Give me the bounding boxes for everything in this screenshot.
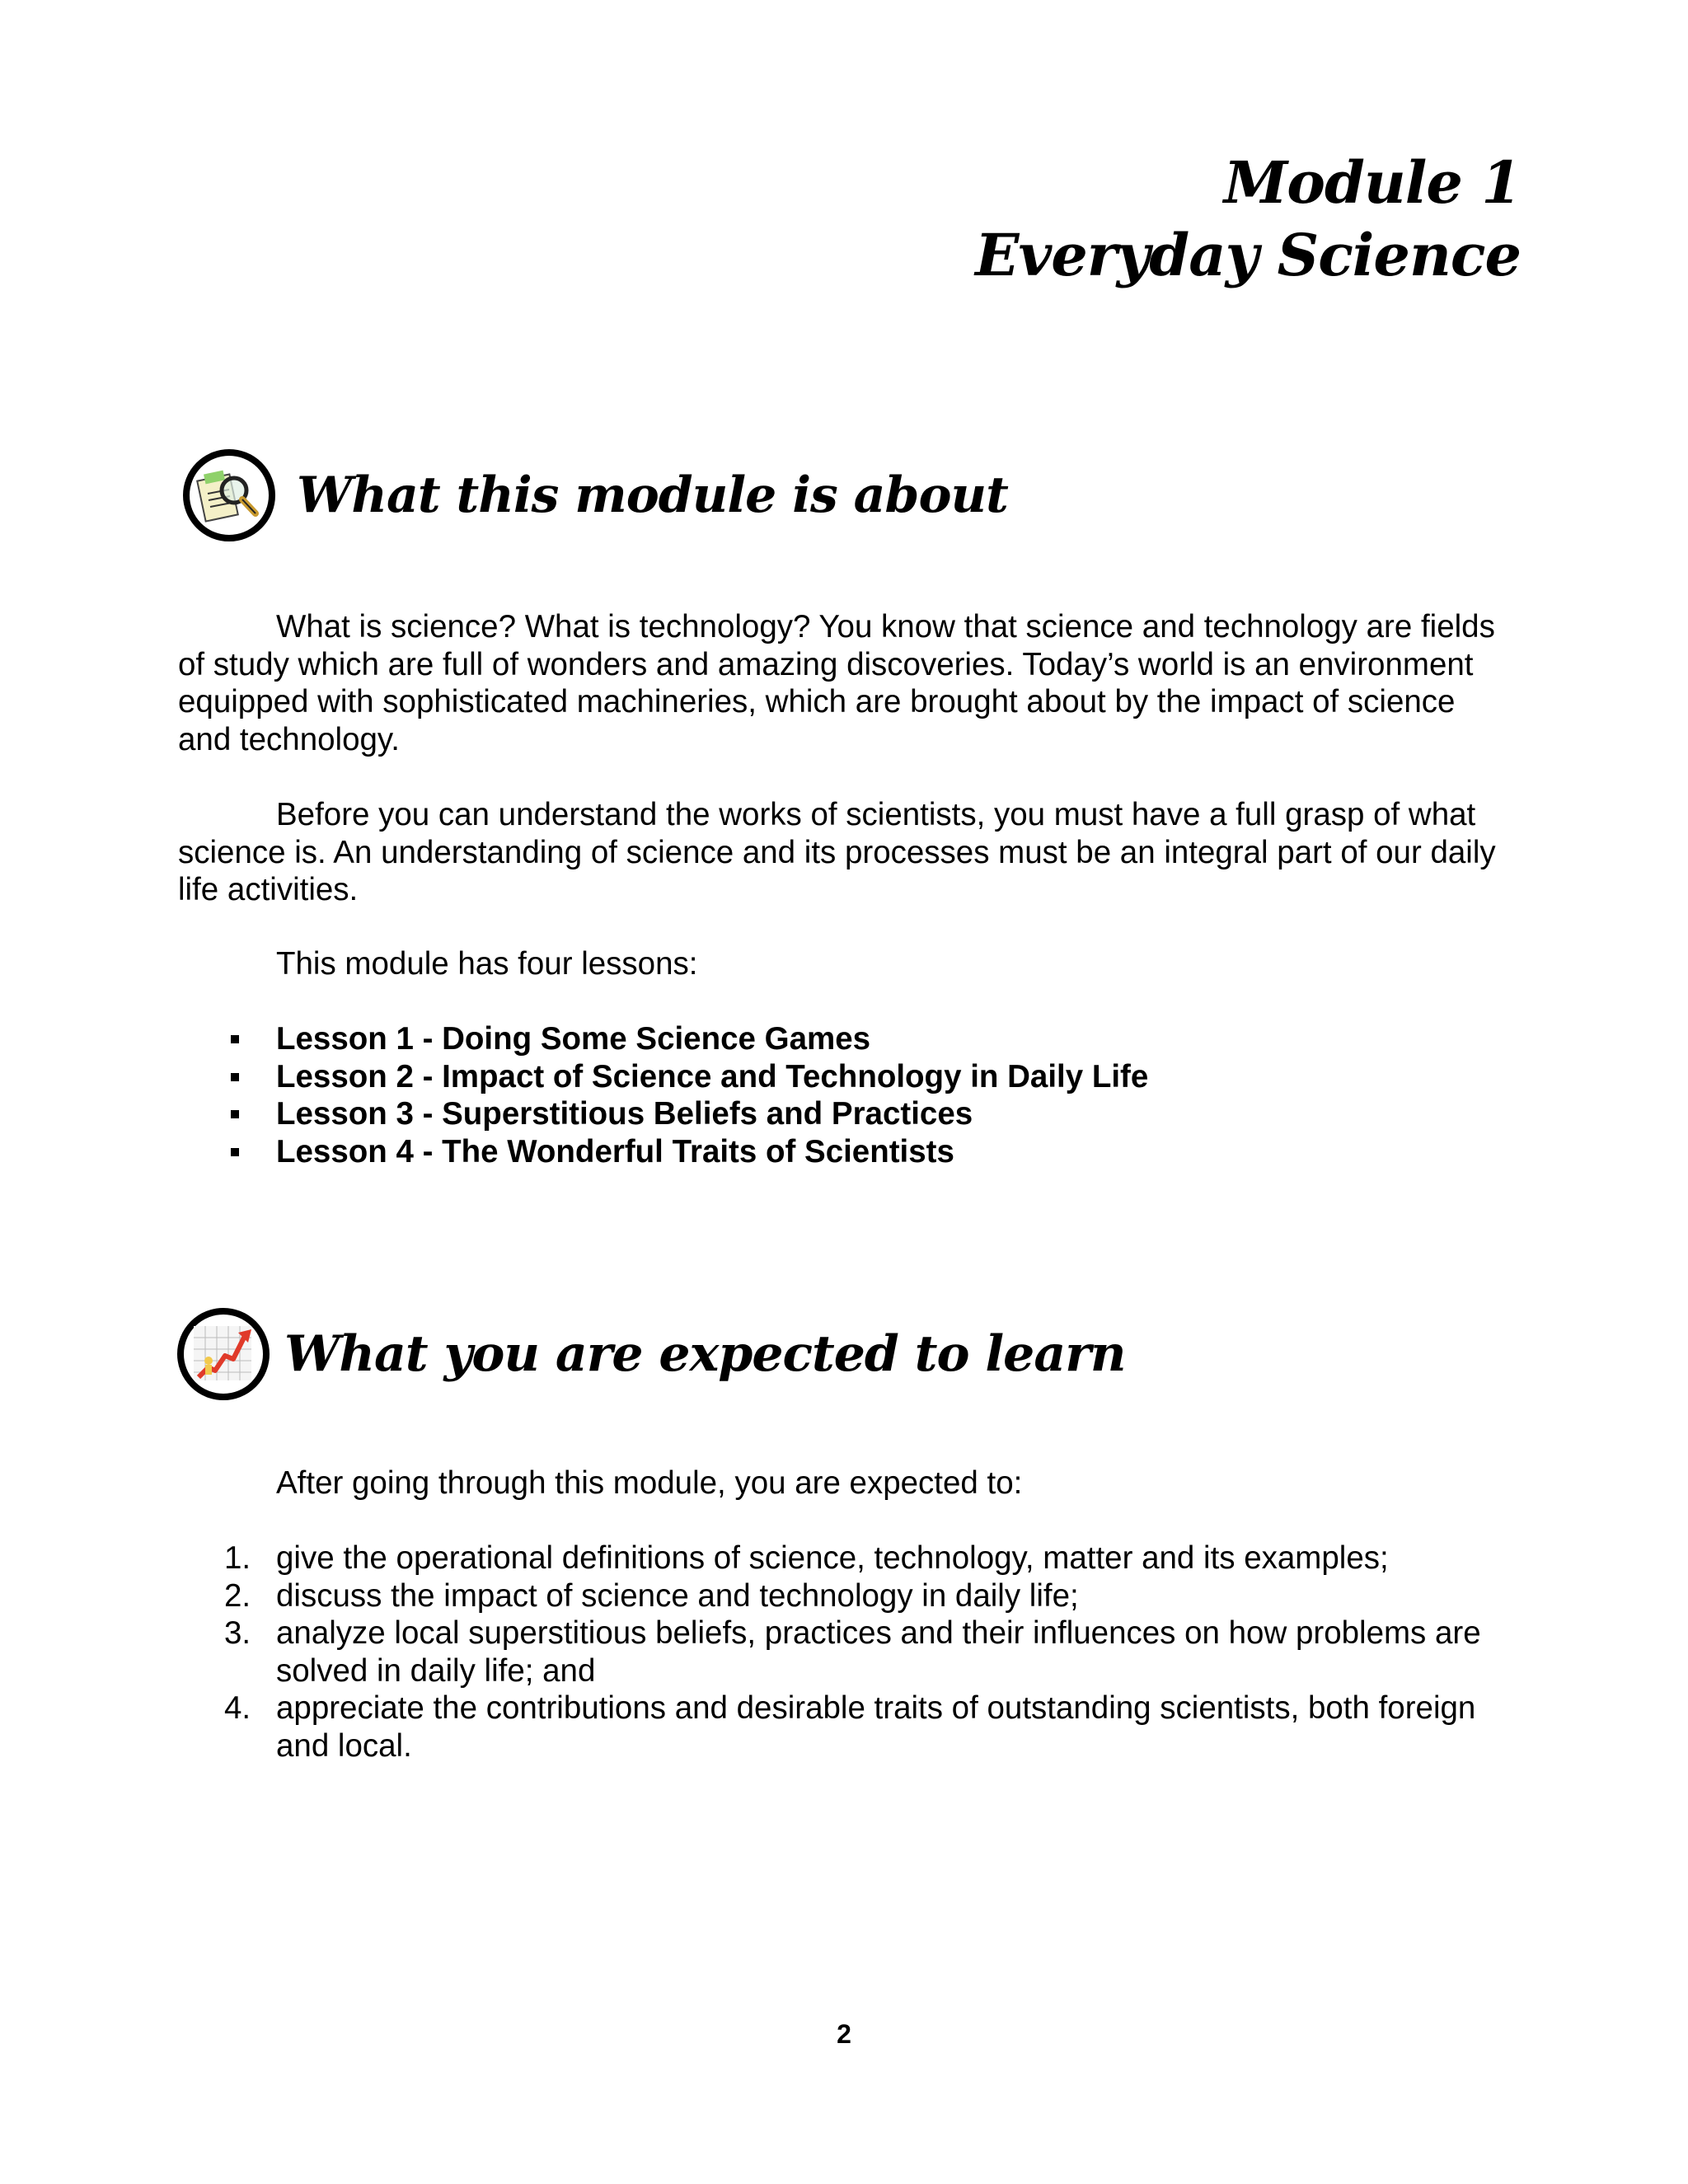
page-number: 2: [837, 2019, 851, 2049]
item-number: 3.: [224, 1615, 251, 1651]
item-number: 2.: [224, 1577, 251, 1614]
list-item: [227, 1133, 1148, 1171]
module-title: [975, 147, 1521, 292]
lesson-label: Lesson 1 - Doing Some Science Games: [276, 1021, 871, 1057]
objective-text: discuss the impact of science and technology in daily life;: [276, 1577, 1079, 1614]
lessons-intro: This module has four lessons:: [276, 946, 698, 982]
section-title: What you are expected to learn: [284, 1325, 1126, 1383]
intro-paragraph: What is science? What is technology? You know that science and technology are fields of study which are full of wonders and amazing discoveries. Today’s world is an environment equipped with sophisticated machineries, which are brought about by the impact of science and technology.: [178, 609, 1495, 757]
magnifier-document-icon: [183, 449, 275, 541]
item-number: 1.: [224, 1540, 251, 1576]
module-number: Module 1: [1223, 148, 1521, 217]
section-title: What this module is about: [297, 466, 1008, 524]
lesson-label: Lesson 3 - Superstitious Beliefs and Practices: [276, 1096, 973, 1132]
lesson-label: Lesson 2 - Impact of Science and Technology in Daily Life: [276, 1058, 1149, 1094]
objective-text: analyze local superstitious beliefs, practices and their influences on how problems are solved in daily life; and: [276, 1615, 1481, 1689]
list-item: [227, 1058, 1148, 1096]
list-item: [178, 1577, 1522, 1615]
bullet-icon: [231, 1073, 239, 1081]
rising-chart-icon: [177, 1308, 270, 1400]
lesson-label: Lesson 4 - The Wonderful Traits of Scientists: [276, 1133, 954, 1169]
list-item: [227, 1095, 1148, 1133]
bullet-icon: [231, 1148, 239, 1156]
section-heading-learn: [177, 1308, 1125, 1400]
list-item: [227, 1020, 1148, 1058]
list-item: [178, 1690, 1522, 1765]
objective-text: appreciate the contributions and desirable traits of outstanding scientists, both foreign and local.: [276, 1690, 1476, 1764]
list-item: [178, 1615, 1522, 1690]
objective-list: [178, 1540, 1522, 1765]
list-item: [178, 1540, 1522, 1577]
section-heading-about: [183, 449, 1008, 541]
bullet-icon: [231, 1110, 239, 1118]
bullet-icon: [231, 1035, 239, 1043]
objective-text: give the operational definitions of science, technology, matter and its examples;: [276, 1540, 1389, 1576]
item-number: 4.: [224, 1690, 251, 1726]
module-name: Everyday Science: [975, 221, 1521, 289]
lesson-list: [227, 1020, 1148, 1170]
objectives-intro: After going through this module, you are expected to:: [276, 1465, 1023, 1501]
understanding-paragraph: Before you can understand the works of scientists, you must have a full grasp of what science is. An understanding of science and its processes must be an integral part of our daily life activities.: [178, 797, 1496, 907]
